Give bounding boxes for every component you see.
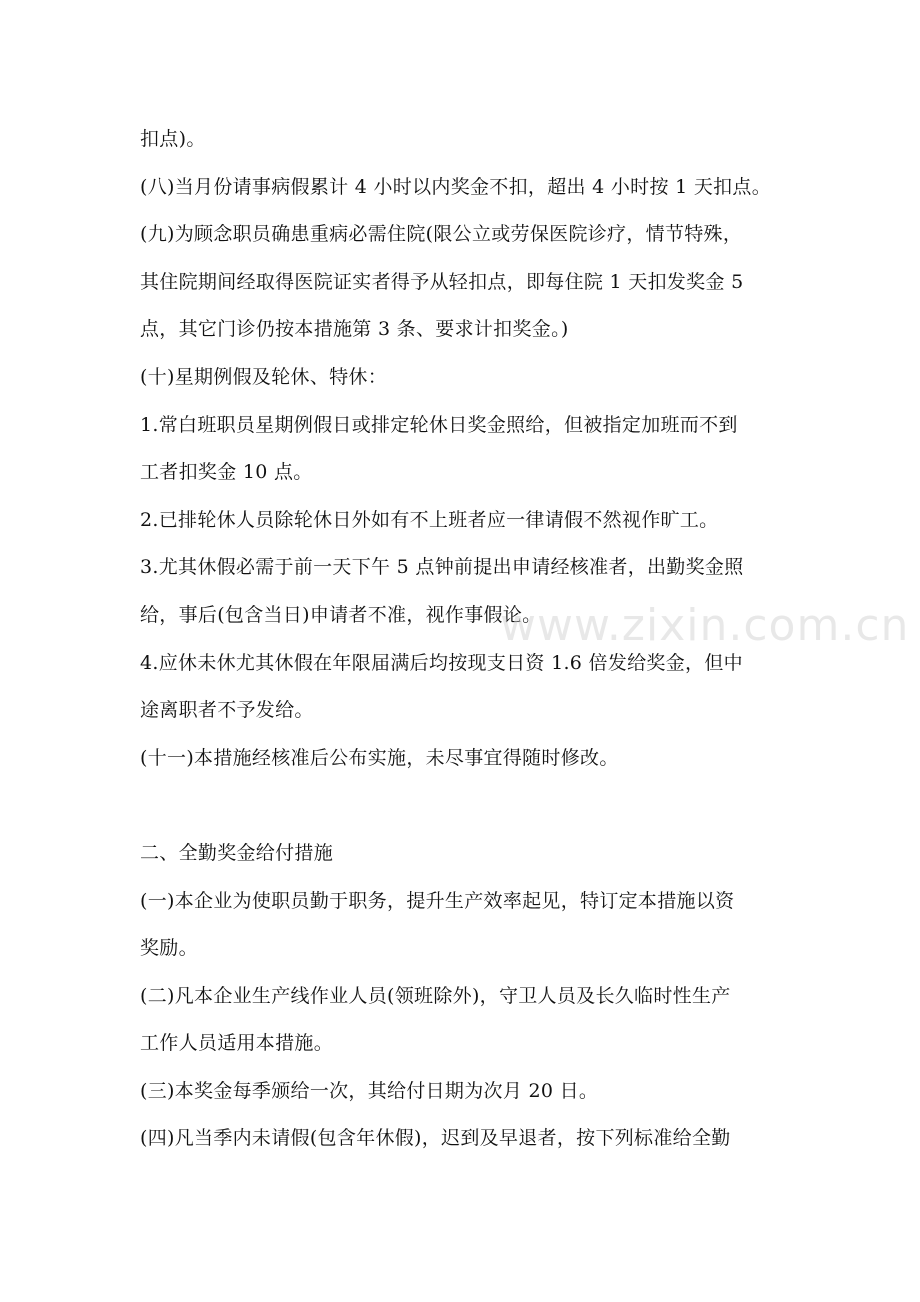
text-line: 3.尤其休假必需于前一天下午 5 点钟前提出申请经核准者，出勤奖金照: [140, 556, 744, 579]
text-line: 1.常白班职员星期例假日或排定轮休日奖金照给，但被指定加班而不到: [140, 413, 738, 436]
text-line: 4.应休未休尤其休假在年限届满后均按现支日资 1.6 倍发给奖金，但中: [140, 651, 743, 674]
paragraph-gap: [140, 782, 800, 830]
watermark: www.zixin.com.cn: [500, 600, 910, 651]
text-line: 给，事后(包含当日)申请者不准，视作事假论。: [140, 603, 542, 626]
text-line: (九)为顾念职员确患重病必需住院(限公立或劳保医院诊疗，情节特殊，: [140, 223, 743, 246]
text-line: (三)本奖金每季颁给一次，其给付日期为次月 20 日。: [140, 1079, 599, 1102]
text-line: 工者扣奖金 10 点。: [140, 461, 313, 484]
text-line: 其住院期间经取得医院证实者得予从轻扣点，即每住院 1 天扣发奖金 5: [140, 270, 744, 293]
text-line: (四)凡当季内未请假(包含年休假)，迟到及早退者，按下列标准给全勤: [140, 1127, 731, 1150]
text-line: (一)本企业为使职员勤于职务，提升生产效率起见，特订定本措施以资: [140, 889, 735, 912]
text-line: 2.已排轮休人员除轮休日外如有不上班者应一律请假不然视作旷工。: [140, 508, 719, 531]
section-heading: 二、全勤奖金给付措施: [140, 841, 334, 864]
text-line: (十)星期例假及轮休、特休：: [140, 365, 388, 388]
text-line: (八)当月份请事病假累计 4 小时以内奖金不扣，超出 4 小时按 1 天扣点。: [140, 175, 772, 198]
text-line: 工作人员适用本措施。: [140, 1032, 334, 1055]
text-line: 途离职者不予发给。: [140, 699, 314, 722]
text-line: 扣点)。: [140, 128, 206, 150]
text-line: 点，其它门诊仍按本措施第 3 条、要求计扣奖金。): [140, 318, 569, 341]
text-line: (二)凡本企业生产线作业人员(领班除外)，守卫人员及长久临时性生产: [140, 984, 731, 1007]
text-line: 奖励。: [140, 937, 198, 960]
text-line: (十一)本措施经核准后公布实施，未尽事宜得随时修改。: [140, 746, 619, 769]
document-body: [140, 116, 800, 1163]
